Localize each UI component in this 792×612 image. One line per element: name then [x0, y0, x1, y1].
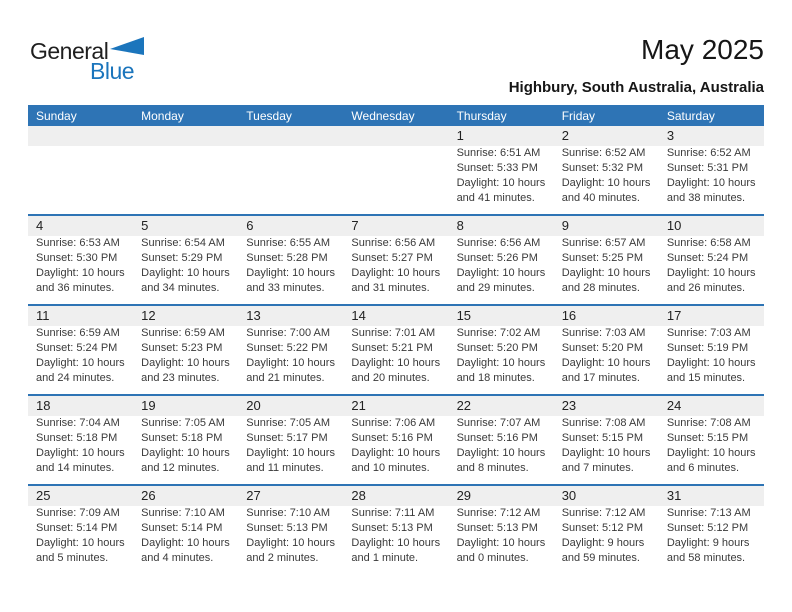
weekday-saturday: Saturday [666, 108, 715, 123]
day-number: 29 [449, 486, 554, 506]
day-detail-line: Sunrise: 7:03 AM [666, 327, 751, 339]
day-number: 4 [28, 216, 133, 236]
day-detail-line: and 20 minutes. [351, 372, 430, 384]
weekday-thursday: Thursday [456, 108, 507, 123]
day-number: 27 [238, 486, 343, 506]
day-cell [238, 486, 343, 574]
day-detail-line: Sunset: 5:13 PM [246, 522, 328, 534]
day-detail-line: Daylight: 10 hours [351, 267, 441, 279]
day-cell [449, 486, 554, 574]
day-detail-line: Daylight: 10 hours [246, 537, 335, 549]
day-detail-line: Sunrise: 6:59 AM [141, 327, 225, 339]
day-detail-line: and 28 minutes. [561, 282, 640, 294]
day-detail-line: and 59 minutes. [561, 552, 640, 564]
day-detail-line: Sunset: 5:20 PM [561, 342, 644, 354]
day-detail-line: Sunrise: 7:10 AM [141, 507, 225, 519]
day-number: 20 [238, 396, 343, 416]
empty-day-cell [133, 126, 238, 214]
week-row [28, 484, 764, 574]
day-detail-line: Sunset: 5:12 PM [666, 522, 749, 534]
day-detail-line: and 36 minutes. [36, 282, 115, 294]
day-detail-line: and 11 minutes. [246, 462, 324, 474]
day-detail-line: Sunset: 5:30 PM [36, 252, 118, 264]
day-detail-line: and 29 minutes. [456, 282, 535, 294]
day-detail-line: Sunset: 5:22 PM [246, 342, 328, 354]
day-detail-line: Daylight: 10 hours [246, 267, 335, 279]
day-number [238, 126, 343, 146]
day-detail-line: and 26 minutes. [666, 282, 746, 294]
day-detail-line: Daylight: 10 hours [561, 267, 651, 279]
day-detail-line: Daylight: 10 hours [36, 357, 125, 369]
day-detail-line: Sunrise: 6:56 AM [456, 237, 541, 249]
day-detail-line: and 2 minutes. [246, 552, 319, 564]
day-number: 25 [28, 486, 133, 506]
day-cell [343, 216, 448, 304]
day-detail-line: Sunrise: 7:10 AM [246, 507, 331, 519]
page-subtitle: Highbury, South Australia, Australia [508, 79, 764, 96]
day-detail-line: Sunset: 5:28 PM [246, 252, 328, 264]
day-number: 21 [343, 396, 448, 416]
day-number: 6 [238, 216, 343, 236]
weekday-sunday: Sunday [36, 108, 77, 123]
day-number: 5 [133, 216, 238, 236]
day-detail-line: Sunrise: 6:52 AM [561, 147, 646, 159]
day-cell [133, 396, 238, 484]
day-number: 14 [343, 306, 448, 326]
day-detail-line: Sunrise: 7:12 AM [561, 507, 646, 519]
empty-day-cell [28, 126, 133, 214]
week-row [28, 304, 764, 394]
day-detail-line: Sunset: 5:27 PM [351, 252, 433, 264]
day-number: 9 [554, 216, 659, 236]
day-detail-line: Sunset: 5:20 PM [456, 342, 538, 354]
day-number [28, 126, 133, 146]
day-detail-line: Sunrise: 7:08 AM [561, 417, 646, 429]
day-detail-line: and 41 minutes. [456, 192, 535, 204]
day-detail-line: and 18 minutes. [456, 372, 535, 384]
empty-day-cell [238, 126, 343, 214]
day-cell [343, 396, 448, 484]
day-detail-line: and 24 minutes. [36, 372, 115, 384]
day-detail-line: and 21 minutes. [246, 372, 325, 384]
day-detail-line: Sunrise: 7:01 AM [351, 327, 436, 339]
day-number: 15 [449, 306, 554, 326]
day-detail-line: and 34 minutes. [141, 282, 220, 294]
day-detail-line: Sunrise: 7:02 AM [456, 327, 541, 339]
day-detail-line: Sunset: 5:12 PM [561, 522, 644, 534]
day-cell [449, 126, 554, 214]
day-cell [659, 486, 764, 574]
day-number: 23 [554, 396, 659, 416]
day-detail-line: Daylight: 10 hours [561, 447, 651, 459]
week-row [28, 126, 764, 214]
day-number: 10 [659, 216, 764, 236]
day-detail-line: and 4 minutes. [141, 552, 214, 564]
weekday-tuesday: Tuesday [246, 108, 292, 123]
day-number [343, 126, 448, 146]
day-detail-line: Daylight: 10 hours [141, 357, 230, 369]
day-number: 7 [343, 216, 448, 236]
day-cell [28, 216, 133, 304]
day-detail-line: Sunrise: 7:00 AM [246, 327, 331, 339]
day-detail-line: Sunset: 5:17 PM [246, 432, 328, 444]
day-cell [238, 396, 343, 484]
day-detail-line: Sunrise: 7:03 AM [561, 327, 646, 339]
day-detail-line: Daylight: 10 hours [36, 537, 125, 549]
day-detail-line: Daylight: 10 hours [246, 447, 335, 459]
day-detail-line: Sunset: 5:14 PM [36, 522, 118, 534]
day-cell [28, 396, 133, 484]
day-number: 2 [554, 126, 659, 146]
day-cell [133, 486, 238, 574]
day-cell [133, 306, 238, 394]
day-detail-line: Sunrise: 6:52 AM [666, 147, 751, 159]
day-number: 31 [659, 486, 764, 506]
day-number: 16 [554, 306, 659, 326]
day-detail-line: Sunset: 5:21 PM [351, 342, 433, 354]
week-row [28, 394, 764, 484]
day-detail-line: Sunrise: 6:53 AM [36, 237, 120, 249]
day-detail-line: and 15 minutes. [666, 372, 746, 384]
day-detail-line: and 8 minutes. [456, 462, 529, 474]
day-detail-line: Daylight: 10 hours [141, 537, 230, 549]
logo-word-blue: Blue [90, 58, 135, 84]
day-detail-line: Sunset: 5:15 PM [561, 432, 644, 444]
day-detail-line: Sunset: 5:24 PM [36, 342, 118, 354]
day-detail-line: Daylight: 10 hours [351, 447, 441, 459]
day-detail-line: Sunset: 5:19 PM [666, 342, 749, 354]
day-detail-line: Sunset: 5:24 PM [666, 252, 749, 264]
day-cell [554, 216, 659, 304]
day-detail-line: and 14 minutes. [36, 462, 115, 474]
day-detail-line: Daylight: 9 hours [561, 537, 645, 549]
day-detail-line: Sunrise: 7:05 AM [141, 417, 225, 429]
day-detail-line: Daylight: 10 hours [456, 447, 546, 459]
day-cell [554, 396, 659, 484]
day-cell [554, 306, 659, 394]
empty-day-cell [343, 126, 448, 214]
day-detail-line: Sunrise: 6:54 AM [141, 237, 225, 249]
day-detail-line: Sunrise: 6:57 AM [561, 237, 646, 249]
day-number: 1 [449, 126, 554, 146]
day-detail-line: and 58 minutes. [666, 552, 746, 564]
day-number: 3 [659, 126, 764, 146]
day-cell [28, 306, 133, 394]
day-number: 26 [133, 486, 238, 506]
day-number: 12 [133, 306, 238, 326]
day-detail-line: Sunrise: 7:04 AM [36, 417, 120, 429]
day-detail-line: Daylight: 10 hours [561, 357, 651, 369]
day-cell [28, 486, 133, 574]
day-detail-line: Daylight: 10 hours [456, 267, 546, 279]
day-detail-line: and 31 minutes. [351, 282, 430, 294]
day-detail-line: Daylight: 10 hours [666, 357, 756, 369]
weekday-monday: Monday [141, 108, 184, 123]
day-detail-line: Sunset: 5:29 PM [141, 252, 223, 264]
day-number [133, 126, 238, 146]
day-cell [238, 306, 343, 394]
week-row [28, 214, 764, 304]
day-detail-line: Sunrise: 6:58 AM [666, 237, 751, 249]
day-detail-line: Sunset: 5:18 PM [141, 432, 223, 444]
day-detail-line: Daylight: 10 hours [351, 357, 441, 369]
day-detail-line: Sunset: 5:32 PM [561, 162, 644, 174]
day-detail-line: Sunrise: 7:07 AM [456, 417, 541, 429]
day-detail-line: Daylight: 10 hours [456, 537, 546, 549]
day-detail-line: Daylight: 10 hours [456, 357, 546, 369]
day-detail-line: and 0 minutes. [456, 552, 529, 564]
day-detail-line: Daylight: 10 hours [456, 177, 546, 189]
calendar-body [28, 126, 764, 574]
day-cell [554, 486, 659, 574]
day-detail-line: and 5 minutes. [36, 552, 109, 564]
day-detail-line: Daylight: 10 hours [141, 447, 230, 459]
day-detail-line: Sunrise: 6:51 AM [456, 147, 541, 159]
day-cell [238, 216, 343, 304]
day-detail-line: Sunrise: 6:59 AM [36, 327, 120, 339]
day-cell [449, 306, 554, 394]
day-number: 22 [449, 396, 554, 416]
day-detail-line: Sunset: 5:31 PM [666, 162, 749, 174]
day-detail-line: Sunset: 5:23 PM [141, 342, 223, 354]
day-detail-line: and 12 minutes. [141, 462, 220, 474]
day-detail-line: Sunset: 5:16 PM [351, 432, 433, 444]
day-detail-line: Sunset: 5:14 PM [141, 522, 223, 534]
day-cell [554, 126, 659, 214]
day-number: 8 [449, 216, 554, 236]
day-detail-line: and 17 minutes. [561, 372, 640, 384]
day-detail-line: Daylight: 10 hours [666, 447, 756, 459]
day-detail-line: Sunset: 5:25 PM [561, 252, 644, 264]
day-detail-line: and 10 minutes. [351, 462, 430, 474]
day-detail-line: and 40 minutes. [561, 192, 640, 204]
day-detail-line: Sunrise: 7:09 AM [36, 507, 120, 519]
day-cell [133, 216, 238, 304]
day-number: 28 [343, 486, 448, 506]
day-detail-line: Sunset: 5:15 PM [666, 432, 749, 444]
day-detail-line: and 38 minutes. [666, 192, 746, 204]
day-cell [659, 396, 764, 484]
logo [30, 36, 160, 85]
day-number: 24 [659, 396, 764, 416]
weekday-wednesday: Wednesday [351, 108, 415, 123]
day-number: 18 [28, 396, 133, 416]
day-number: 17 [659, 306, 764, 326]
day-detail-line: Daylight: 10 hours [666, 267, 756, 279]
day-detail-line: and 6 minutes. [666, 462, 739, 474]
title-block [509, 34, 764, 96]
day-detail-line: Sunrise: 7:06 AM [351, 417, 436, 429]
day-number: 19 [133, 396, 238, 416]
day-cell [449, 396, 554, 484]
day-detail-line: Sunrise: 7:11 AM [351, 507, 435, 519]
day-detail-line: Daylight: 10 hours [561, 177, 651, 189]
logo-word-general: General [30, 38, 109, 64]
day-detail-line: Daylight: 10 hours [141, 267, 230, 279]
day-number: 13 [238, 306, 343, 326]
day-cell [659, 126, 764, 214]
day-detail-line: Daylight: 9 hours [666, 537, 750, 549]
day-detail-line: Sunset: 5:13 PM [456, 522, 538, 534]
day-detail-line: Sunset: 5:18 PM [36, 432, 118, 444]
page-title: May 2025 [641, 34, 764, 65]
day-cell [659, 306, 764, 394]
weekday-header-row [28, 105, 764, 126]
day-detail-line: and 33 minutes. [246, 282, 325, 294]
day-detail-line: Sunrise: 7:08 AM [666, 417, 751, 429]
day-detail-line: Daylight: 10 hours [36, 267, 125, 279]
day-detail-line: Sunrise: 6:55 AM [246, 237, 331, 249]
day-detail-line: Sunrise: 7:12 AM [456, 507, 541, 519]
day-detail-line: Daylight: 10 hours [246, 357, 335, 369]
day-detail-line: and 7 minutes. [561, 462, 634, 474]
day-cell [343, 306, 448, 394]
weekday-friday: Friday [561, 108, 596, 123]
day-detail-line: Sunrise: 7:05 AM [246, 417, 331, 429]
day-detail-line: and 1 minute. [351, 552, 419, 564]
day-detail-line: Sunrise: 6:56 AM [351, 237, 436, 249]
day-detail-line: Sunset: 5:13 PM [351, 522, 433, 534]
day-number: 30 [554, 486, 659, 506]
day-detail-line: Sunset: 5:16 PM [456, 432, 538, 444]
day-detail-line: Daylight: 10 hours [666, 177, 756, 189]
day-detail-line: and 23 minutes. [141, 372, 220, 384]
day-detail-line: Sunset: 5:33 PM [456, 162, 538, 174]
day-detail-line: Daylight: 10 hours [351, 537, 441, 549]
day-cell [343, 486, 448, 574]
day-detail-line: Sunset: 5:26 PM [456, 252, 538, 264]
day-cell [659, 216, 764, 304]
calendar [28, 105, 764, 574]
day-number: 11 [28, 306, 133, 326]
day-detail-line: Daylight: 10 hours [36, 447, 125, 459]
day-cell [449, 216, 554, 304]
day-detail-line: Sunrise: 7:13 AM [666, 507, 751, 519]
